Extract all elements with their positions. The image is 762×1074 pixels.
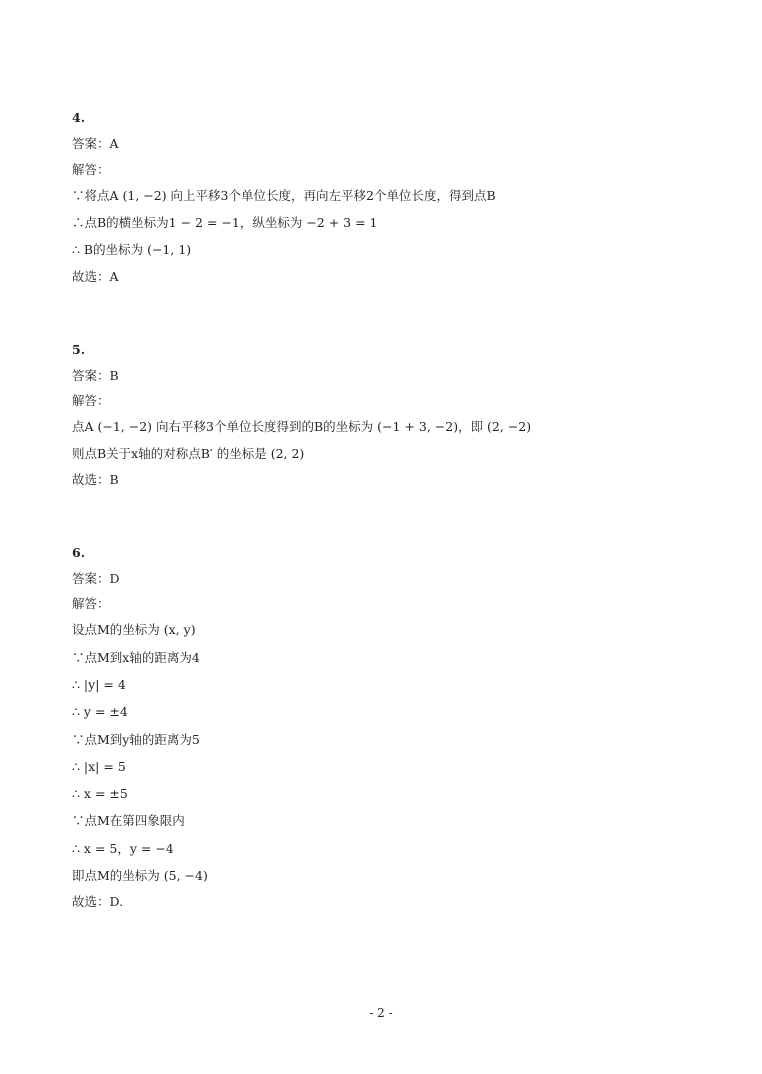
problem-6-step-4: ∴ y = ±4 [72, 704, 128, 719]
problem-6-step-7: ∴ x = ±5 [72, 786, 128, 801]
problem-4-solution-label: 解答： [72, 162, 110, 177]
problem-5-step-1: 点A (−1, −2) 向右平移3个单位长度得到的B的坐标为 (−1 + 3, −2)，即 (2, −2) [72, 419, 532, 434]
problem-6-choice: 故选：D. [72, 894, 124, 909]
problem-4-step-1: ∵将点A (1, −2) 向上平移3个单位长度，再向左平移2个单位长度，得到点B [72, 188, 496, 203]
problem-4-answer: 答案：A [72, 136, 119, 151]
problem-4-number: 4. [72, 110, 86, 125]
problem-6-step-8: ∵点M在第四象限内 [72, 813, 185, 828]
problem-6-step-2: ∵点M到x轴的距离为4 [72, 650, 200, 665]
problem-4-choice: 故选：A [72, 269, 119, 284]
problem-5-solution-label: 解答： [72, 393, 110, 408]
problem-6-step-9: ∴ x = 5，y = −4 [72, 841, 174, 856]
problem-6-step-10: 即点M的坐标为 (5, −4) [72, 868, 208, 883]
problem-6-solution-label: 解答： [72, 596, 110, 611]
problem-5-choice: 故选：B [72, 472, 119, 487]
problem-5-answer: 答案：B [72, 368, 119, 383]
problem-6-step-5: ∵点M到y轴的距离为5 [72, 732, 200, 747]
problem-6-step-6: ∴ |x| = 5 [72, 759, 126, 774]
problem-6-number: 6. [72, 545, 86, 560]
page-number: - 2 - [369, 1006, 393, 1020]
problem-5-number: 5. [72, 342, 86, 357]
problem-5-step-2: 则点B关于x轴的对称点B′ 的坐标是 (2, 2) [72, 446, 305, 461]
problem-4-step-3: ∴ B的坐标为 (−1, 1) [72, 242, 192, 257]
problem-6-answer: 答案：D [72, 571, 120, 586]
problem-6-step-1: 设点M的坐标为 (x, y) [72, 622, 196, 637]
problem-6-step-3: ∴ |y| = 4 [72, 677, 126, 692]
problem-4-step-2: ∴点B的横坐标为1 − 2 = −1，纵坐标为 −2 + 3 = 1 [72, 215, 378, 230]
